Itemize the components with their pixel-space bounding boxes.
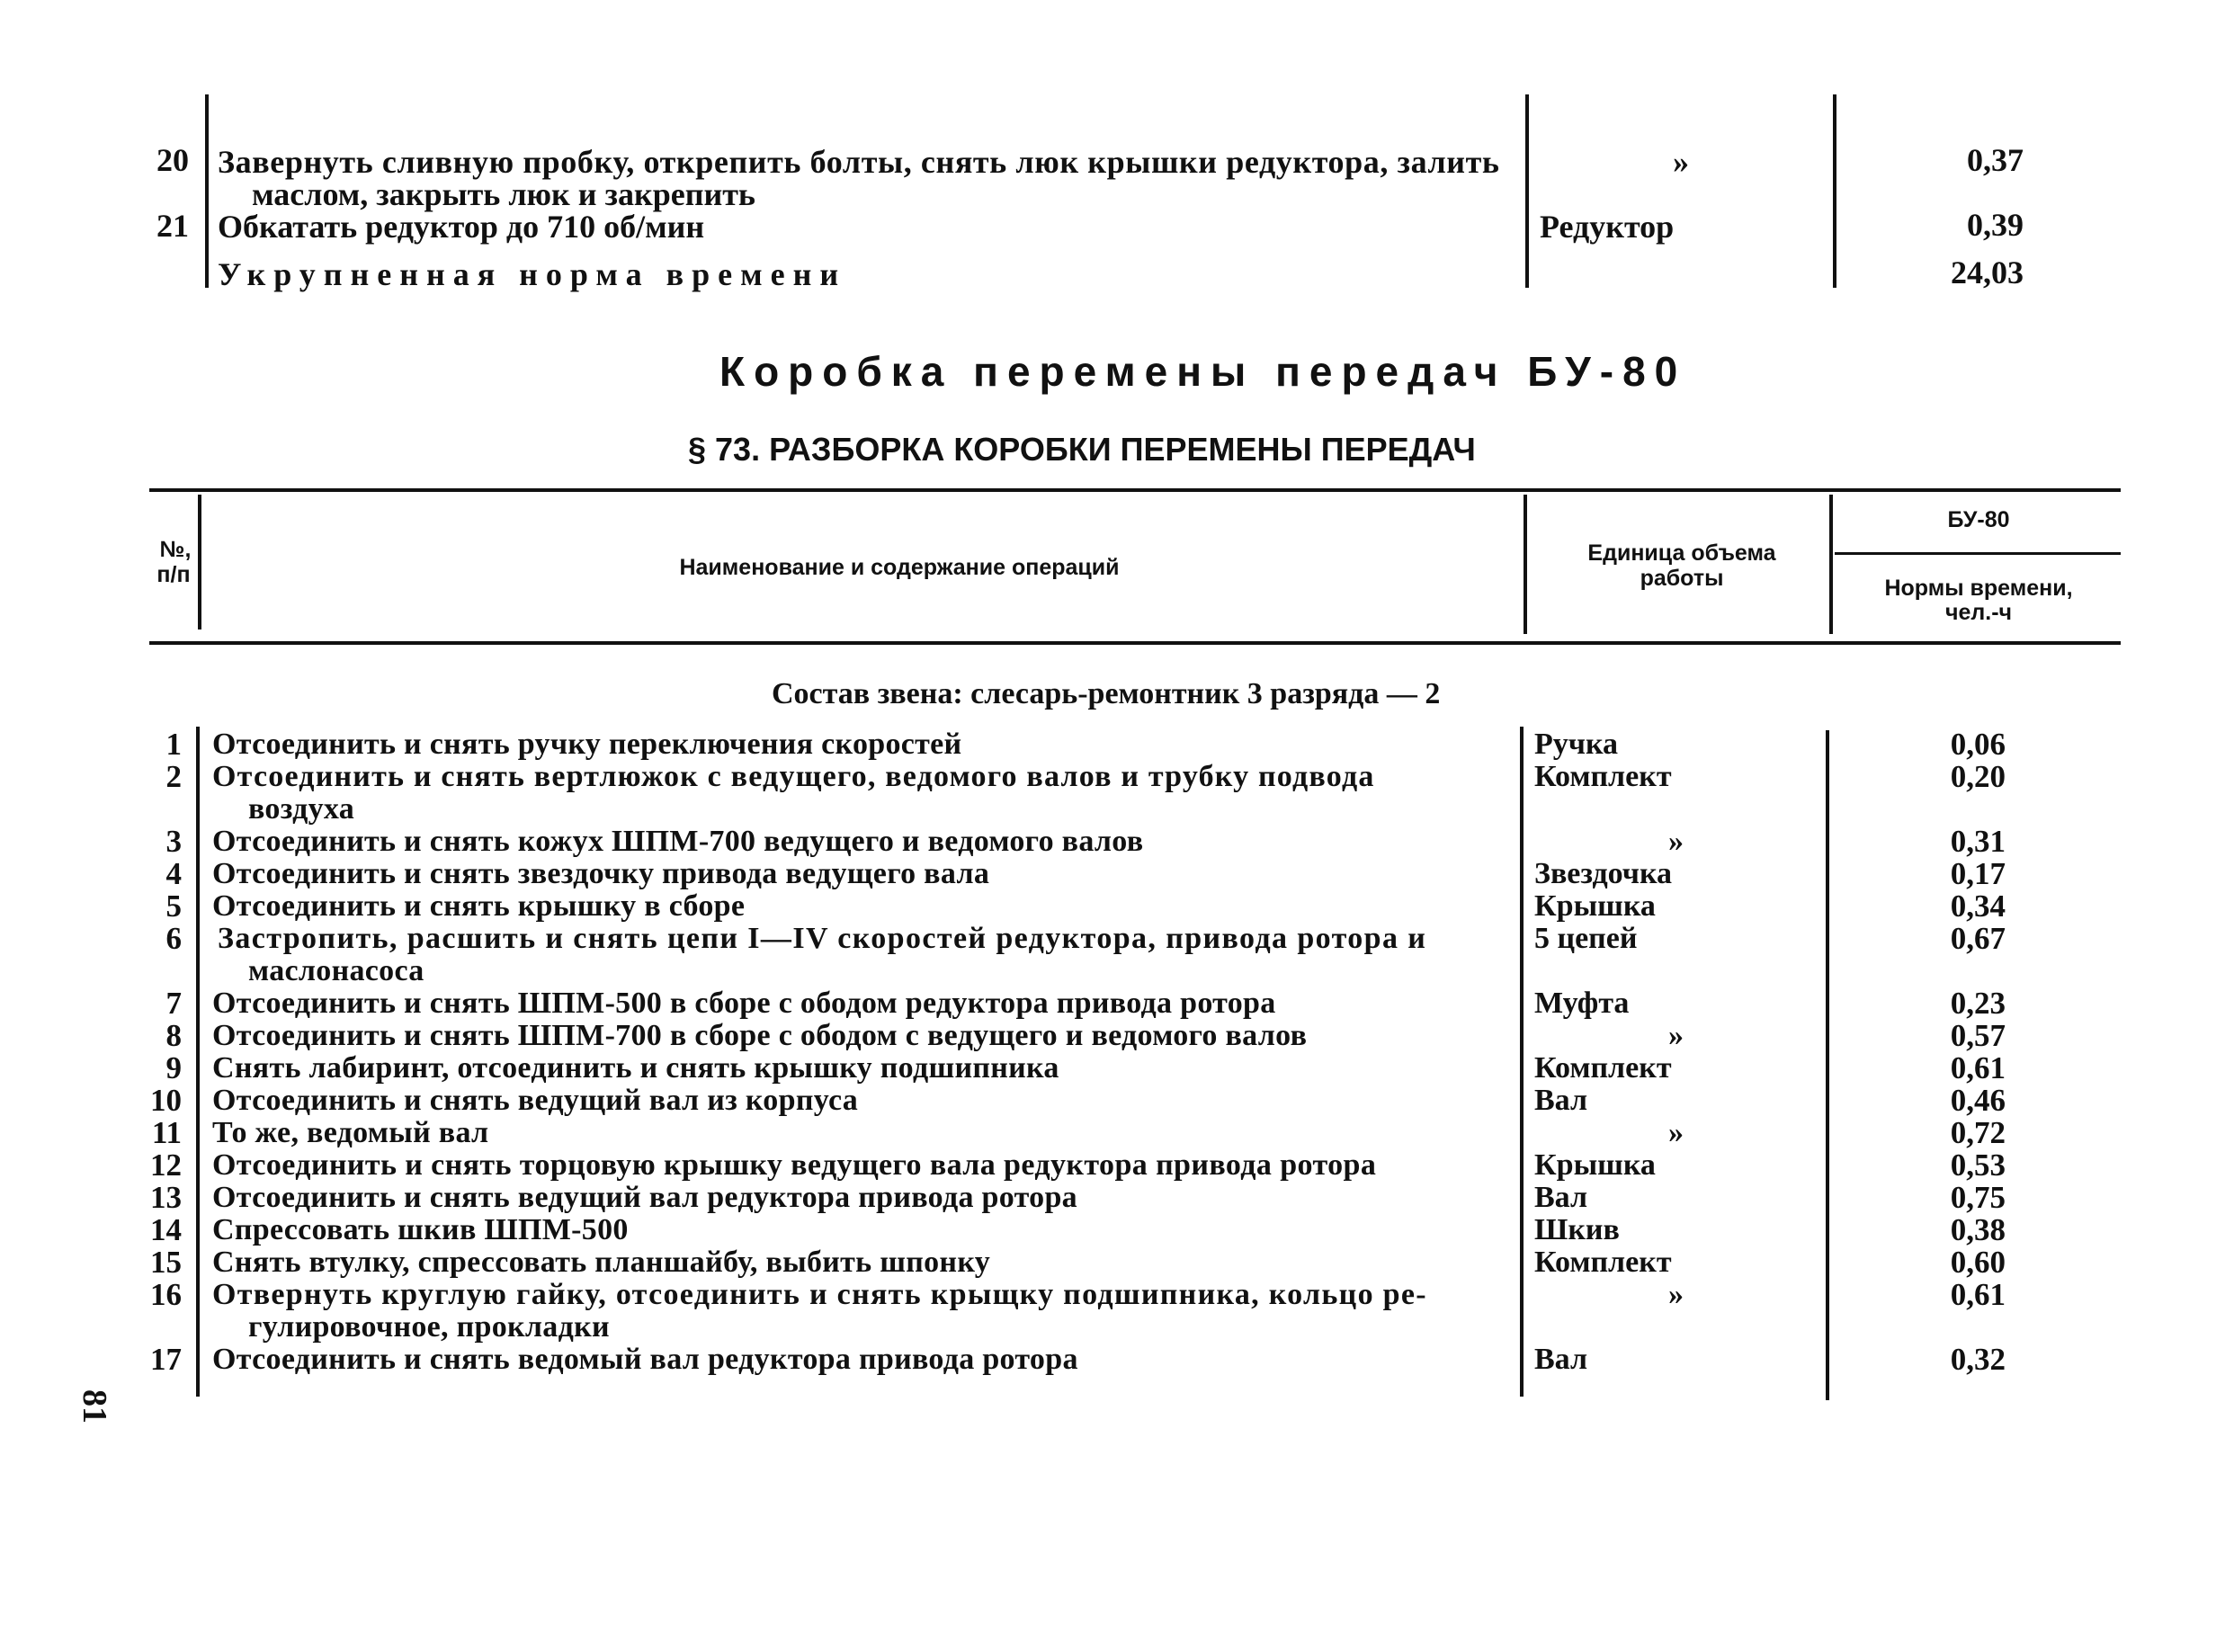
row-2-norm: 0,20 xyxy=(1950,759,2006,794)
row-10-unit: Вал xyxy=(1534,1084,1588,1117)
row-3-num: 3 xyxy=(165,824,182,859)
row-6-text-line1: Застропить, расшить и снять цепи I—IV скоростей редуктора, привода ротора и xyxy=(218,922,1427,955)
row-15-norm: 0,60 xyxy=(1950,1245,2006,1280)
row-6-unit: 5 цепей xyxy=(1534,922,1638,955)
header-norm-line1: Нормы времени, xyxy=(1884,576,2073,601)
header-rule-num xyxy=(198,495,201,630)
header-rule-bottom xyxy=(149,641,2121,645)
row-13-text: Отсоединить и снять ведущий вал редуктора привода ротора xyxy=(212,1181,1077,1214)
row-11-text: То же, ведомый вал xyxy=(212,1116,489,1149)
body-rule-unit xyxy=(1520,727,1524,1397)
top-row-21-text: Обкатать редуктор до 710 об/мин xyxy=(218,209,705,245)
crew-composition: Состав звена: слесарь-ремонтник 3 разряда — 2 xyxy=(772,677,1441,710)
row-11-norm: 0,72 xyxy=(1950,1115,2006,1150)
header-num-line2: п/п xyxy=(156,562,191,587)
row-15-unit: Комплект xyxy=(1534,1246,1672,1279)
header-rule-top xyxy=(149,488,2121,492)
top-table-rule-norm xyxy=(1833,94,1836,288)
row-6-text-line2: маслонасоса xyxy=(248,954,424,987)
row-2-text-line2: воздуха xyxy=(248,792,355,826)
row-8-unit: » xyxy=(1668,1019,1684,1052)
row-6-norm: 0,67 xyxy=(1950,921,2006,956)
row-14-norm: 0,38 xyxy=(1950,1212,2006,1247)
header-group: БУ-80 xyxy=(1947,507,2010,532)
header-rule-norm xyxy=(1829,495,1833,634)
row-9-num: 9 xyxy=(165,1050,182,1085)
row-9-norm: 0,61 xyxy=(1950,1050,2006,1085)
top-row-20-text-line2: маслом, закрыть люк и закрепить xyxy=(252,176,755,212)
row-1-unit: Ручка xyxy=(1534,728,1619,761)
row-4-text: Отсоединить и снять звездочку привода ведущего вала xyxy=(212,857,990,890)
row-16-num: 16 xyxy=(150,1277,182,1312)
top-table-rule-left xyxy=(205,94,209,288)
row-12-text: Отсоединить и снять торцовую крышку ведущего вала редуктора привода ротора xyxy=(212,1148,1377,1182)
row-1-text: Отсоединить и снять ручку переключения скоростей xyxy=(212,728,962,761)
row-10-num: 10 xyxy=(150,1083,182,1118)
section-title: Коробка перемены передач БУ-80 xyxy=(719,348,1687,395)
row-7-num: 7 xyxy=(165,986,182,1021)
row-8-norm: 0,57 xyxy=(1950,1018,2006,1053)
row-5-num: 5 xyxy=(165,889,182,924)
row-16-text-line2: гулировочное, прокладки xyxy=(248,1310,610,1344)
header-unit-line2: работы xyxy=(1640,566,1724,591)
header-norm-line2: чел.-ч xyxy=(1944,600,2013,625)
row-4-num: 4 xyxy=(165,856,182,891)
row-15-text: Снять втулку, спрессовать планшайбу, выбить шпонку xyxy=(212,1246,991,1279)
row-13-num: 13 xyxy=(150,1180,182,1215)
row-13-unit: Вал xyxy=(1534,1181,1588,1214)
row-17-num: 17 xyxy=(150,1342,182,1377)
top-row-21-unit: Редуктор xyxy=(1540,209,1675,245)
row-4-unit: Звездочка xyxy=(1534,857,1673,890)
row-13-norm: 0,75 xyxy=(1950,1180,2006,1215)
header-num-line1: №, xyxy=(159,537,192,562)
row-14-unit: Шкив xyxy=(1534,1213,1620,1246)
row-11-num: 11 xyxy=(151,1115,182,1150)
body-rule-norm xyxy=(1826,730,1829,1400)
row-3-norm: 0,31 xyxy=(1950,824,2006,859)
top-row-21-num: 21 xyxy=(156,208,189,244)
header-unit-line1: Единица объема xyxy=(1587,540,1776,566)
total-label: Укрупненная норма времени xyxy=(218,256,847,292)
row-2-unit: Комплект xyxy=(1534,760,1672,793)
row-15-num: 15 xyxy=(150,1245,182,1280)
row-3-text: Отсоединить и снять кожух ШПМ-700 ведущего и ведомого валов xyxy=(212,825,1144,858)
row-9-text: Снять лабиринт, отсоединить и снять крышку подшипника xyxy=(212,1051,1059,1085)
row-10-text: Отсоединить и снять ведущий вал из корпуса xyxy=(212,1084,859,1117)
row-9-unit: Комплект xyxy=(1534,1051,1672,1085)
row-8-num: 8 xyxy=(165,1018,182,1053)
row-3-unit: » xyxy=(1668,825,1684,858)
top-row-20-norm: 0,37 xyxy=(1967,142,2024,178)
row-7-unit: Муфта xyxy=(1534,987,1630,1020)
row-7-norm: 0,23 xyxy=(1950,986,2006,1021)
row-6-num: 6 xyxy=(165,921,182,956)
row-14-text: Спрессовать шкив ШПМ-500 xyxy=(212,1213,629,1246)
row-8-text: Отсоединить и снять ШПМ-700 в сборе с ободом с ведущего и ведомого валов xyxy=(212,1019,1308,1052)
row-10-norm: 0,46 xyxy=(1950,1083,2006,1118)
top-row-20-text-line1: Завернуть сливную пробку, открепить болты, снять люк крышки редуктора, залить xyxy=(218,144,1500,180)
row-2-text-line1: Отсоединить и снять вертлюжок с ведущего, ведомого валов и трубку подвода xyxy=(212,760,1375,793)
row-17-unit: Вал xyxy=(1534,1343,1588,1376)
row-5-text: Отсоединить и снять крышку в сборе xyxy=(212,889,746,923)
row-16-norm: 0,61 xyxy=(1950,1277,2006,1312)
row-5-norm: 0,34 xyxy=(1950,889,2006,924)
top-row-20-num: 20 xyxy=(156,142,189,178)
section-subtitle: § 73. РАЗБОРКА КОРОБКИ ПЕРЕМЕНЫ ПЕРЕДАЧ xyxy=(688,431,1476,468)
top-table-rule-unit xyxy=(1525,94,1529,288)
top-row-21-norm: 0,39 xyxy=(1967,207,2024,243)
top-row-20-unit: » xyxy=(1673,144,1689,180)
row-2-num: 2 xyxy=(165,759,182,794)
row-11-unit: » xyxy=(1668,1116,1684,1149)
row-12-norm: 0,53 xyxy=(1950,1147,2006,1183)
row-7-text: Отсоединить и снять ШПМ-500 в сборе с ободом редуктора привода ротора xyxy=(212,987,1276,1020)
total-value: 24,03 xyxy=(1951,254,2024,290)
row-14-num: 14 xyxy=(150,1212,182,1247)
row-1-norm: 0,06 xyxy=(1950,727,2006,762)
row-1-num: 1 xyxy=(165,727,182,762)
body-rule-num xyxy=(196,727,200,1397)
header-rule-group xyxy=(1835,552,2121,555)
row-17-text: Отсоединить и снять ведомый вал редуктора привода ротора xyxy=(212,1343,1078,1376)
row-17-norm: 0,32 xyxy=(1950,1342,2006,1377)
row-16-text-line1: Отвернуть круглую гайку, отсоединить и снять крыщку подшипника, кольцо ре- xyxy=(212,1278,1427,1311)
row-4-norm: 0,17 xyxy=(1950,856,2006,891)
row-16-unit: » xyxy=(1668,1278,1684,1311)
row-5-unit: Крышка xyxy=(1534,889,1656,923)
header-name: Наименование и содержание операций xyxy=(679,555,1120,580)
header-rule-unit xyxy=(1524,495,1527,634)
row-12-num: 12 xyxy=(150,1147,182,1183)
row-12-unit: Крышка xyxy=(1534,1148,1656,1182)
page-number: 81 xyxy=(76,1389,113,1424)
